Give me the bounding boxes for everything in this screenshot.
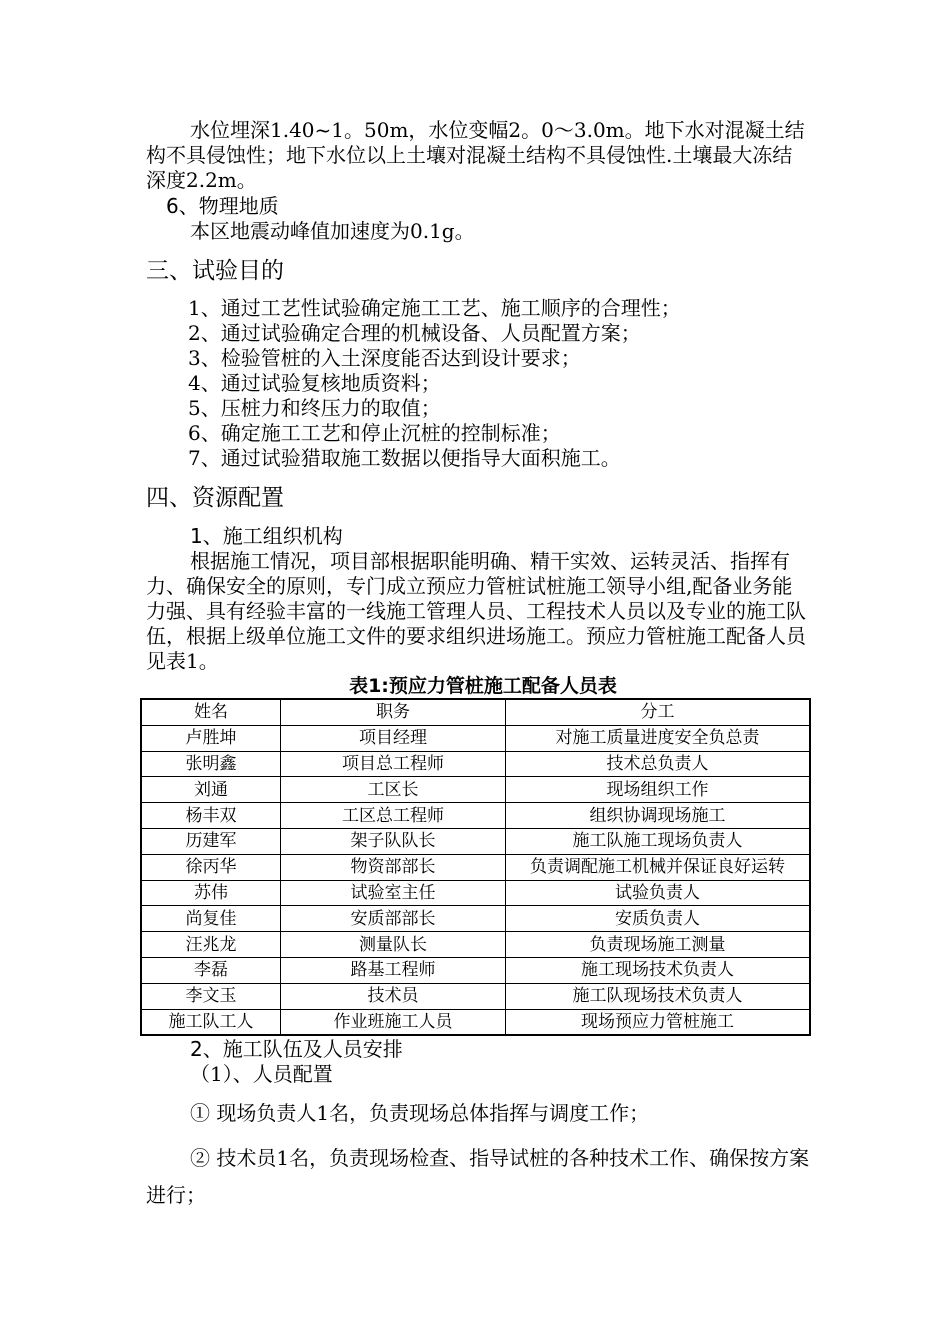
point-1-paragraph: ① 现场负责人1名，负责现场总体指挥与调度工作；: [190, 1101, 650, 1126]
cell-name: 汪兆龙: [141, 932, 281, 958]
cell-position: 试验室主任: [281, 880, 506, 906]
spacer: [146, 1087, 810, 1101]
cell-name: 杨丰双: [141, 803, 281, 829]
cell-duty: 试验负责人: [506, 880, 811, 906]
table-row: [141, 725, 810, 751]
staffing-subheading: （1）、人员配置: [190, 1062, 333, 1087]
list-item: 3、检验管桩的入土深度能否达到设计要求；: [188, 346, 581, 370]
document-page: [146, 118, 810, 1214]
cell-position: 安质部部长: [281, 906, 506, 932]
sub-heading-team: 2、施工队伍及人员安排: [190, 1037, 403, 1062]
test-purpose-list: [146, 296, 810, 471]
spacer: [146, 1126, 810, 1140]
physical-geology-paragraph: 本区地震动峰值加速度为0.1g。: [190, 219, 475, 243]
list-item: 7、通过试验猎取施工数据以便指导大面积施工。: [188, 446, 621, 470]
cell-duty: 对施工质量进度安全负总责: [506, 725, 811, 751]
cell-position: 工区总工程师: [281, 803, 506, 829]
cell-name: 刘通: [141, 777, 281, 803]
cell-name: 李磊: [141, 957, 281, 983]
section-3-heading: 三、试验目的: [146, 258, 284, 284]
cell-duty: 负责现场施工测量: [506, 932, 811, 958]
table-row: [141, 932, 810, 958]
cell-name: 张明鑫: [141, 751, 281, 777]
cell-position: 工区长: [281, 777, 506, 803]
cell-duty: 现场预应力管桩施工: [506, 1009, 811, 1035]
cell-position: 物资部部长: [281, 854, 506, 880]
section-4-heading: 四、资源配置: [146, 485, 284, 511]
table-caption: 表1:预应力管桩施工配备人员表: [349, 675, 617, 697]
sub-heading-organization: 1、施工组织机构: [190, 524, 343, 548]
table-header-row: [141, 699, 810, 725]
cell-duty: 技术总负责人: [506, 751, 811, 777]
cell-position: 作业班施工人员: [281, 1009, 506, 1035]
cell-position: 项目经理: [281, 725, 506, 751]
list-item: 4、通过试验复核地质资料；: [188, 371, 441, 395]
column-header-name: 姓名: [141, 699, 281, 725]
list-item: 5、压桩力和终压力的取值；: [188, 396, 441, 420]
cell-name: 李文玉: [141, 983, 281, 1009]
cell-name: 徐丙华: [141, 854, 281, 880]
cell-position: 测量队长: [281, 932, 506, 958]
table-row: [141, 777, 810, 803]
cell-duty: 施工队现场技术负责人: [506, 983, 811, 1009]
cell-duty: 组织协调现场施工: [506, 803, 811, 829]
cell-position: 技术员: [281, 983, 506, 1009]
cell-duty: 施工现场技术负责人: [506, 957, 811, 983]
cell-position: 架子队队长: [281, 828, 506, 854]
table-row: [141, 1009, 810, 1035]
list-item: 2、通过试验确定合理的机械设备、人员配置方案；: [188, 321, 641, 345]
cell-duty: 安质负责人: [506, 906, 811, 932]
table-row: [141, 880, 810, 906]
table-row: [141, 957, 810, 983]
table-row: [141, 751, 810, 777]
column-header-position: 职务: [281, 699, 506, 725]
cell-name: 卢胜坤: [141, 725, 281, 751]
cell-name: 苏伟: [141, 880, 281, 906]
organization-paragraph: 根据施工情况，项目部根据职能明确、精干实效、运转灵活、指挥有力、确保安全的原则，专门成立预应力管桩试桩施工领导小组,配备业务能力强、具有经验丰富的一线施工管理人员、工程技术人员以及专业的施工队伍，根据上级单位施工文件的要求组织进场施工。预应力管桩施工配备人员见表1。: [146, 549, 806, 673]
cell-duty: 现场组织工作: [506, 777, 811, 803]
table-row: [141, 803, 810, 829]
staff-table: [140, 698, 811, 1036]
water-level-paragraph: 水位埋深1.40~1。50m，水位变幅2。0～3.0m。地下水对混凝土结构不具侵蚀性；地下水位以上土壤对混凝土结构不具侵蚀性.土壤最大冻结深度2.2m。: [146, 118, 805, 192]
table-row: [141, 906, 810, 932]
column-header-duty: 分工: [506, 699, 811, 725]
cell-name: 尚复佳: [141, 906, 281, 932]
table-row: [141, 854, 810, 880]
physical-geology-heading: 6、物理地质: [166, 194, 279, 218]
table-row: [141, 983, 810, 1009]
cell-name: 施工队工人: [141, 1009, 281, 1035]
table-row: [141, 828, 810, 854]
cell-name: 历建军: [141, 828, 281, 854]
list-item: 6、确定施工工艺和停止沉桩的控制标准；: [188, 421, 561, 445]
cell-duty: 施工队施工现场负责人: [506, 828, 811, 854]
list-item: 1、通过工艺性试验确定施工工艺、施工顺序的合理性；: [188, 296, 681, 320]
point-2-paragraph: ② 技术员1名，负责现场检查、指导试桩的各种技术工作、确保按方案进行；: [146, 1146, 810, 1208]
cell-position: 项目总工程师: [281, 751, 506, 777]
cell-position: 路基工程师: [281, 957, 506, 983]
cell-duty: 负责调配施工机械并保证良好运转: [506, 854, 811, 880]
